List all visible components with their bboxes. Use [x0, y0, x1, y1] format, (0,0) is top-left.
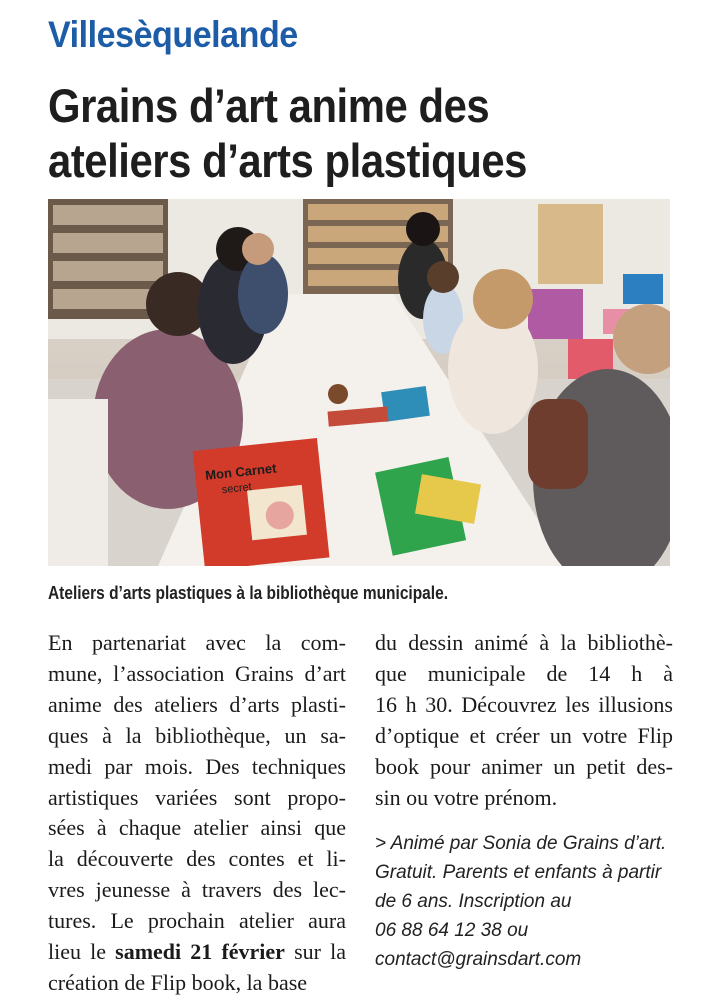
headline-line-1: Grains d’art anime des — [48, 79, 490, 132]
article-headline — [48, 78, 671, 188]
body-line: medi par mois. Des techniques — [48, 753, 346, 779]
body-line: sées à chaque atelier ainsi que — [48, 815, 346, 841]
body-line: du dessin animé à la bibliothè- — [375, 630, 673, 655]
body-line: d’optique et créer un votre Flip — [375, 722, 673, 748]
info-phone: 06 88 64 12 38 ou — [375, 920, 529, 941]
info-email: contact@grainsdart.com — [375, 949, 582, 970]
book-title-line-2: secret — [221, 481, 253, 497]
body-line: book pour animer un petit des- — [375, 753, 673, 779]
photo-caption: Ateliers d’arts plastiques à la bibliothèque municipale. — [48, 583, 449, 603]
info-line: de 6 ans. Inscription au — [375, 891, 572, 912]
article-photo — [48, 199, 670, 566]
headline-line-2: ateliers d’arts plastiques — [48, 134, 527, 187]
section-kicker: Villesèquelande — [48, 14, 298, 55]
body-line: que municipale de 14 h à — [375, 660, 673, 686]
body-line-emphasis — [48, 937, 346, 968]
emphasis-before: lieu le — [48, 939, 116, 965]
body-line: artistiques variées sont propo- — [48, 784, 346, 810]
book-title-line-1: Mon Carnet — [204, 460, 278, 483]
body-line: En partenariat avec la com- — [48, 630, 346, 655]
emphasis-after: sur la — [284, 939, 347, 965]
body-column-left — [48, 628, 346, 999]
event-date: samedi 21 février — [115, 939, 285, 965]
body-line: création de Flip book, la base — [48, 969, 308, 995]
body-line: sin ou votre prénom. — [375, 784, 558, 810]
practical-info — [375, 829, 685, 974]
info-line: > Animé par Sonia de Grains d’art. — [375, 833, 667, 854]
body-column-right — [375, 628, 673, 813]
body-line: ques à la bibliothèque, un sa- — [48, 722, 346, 748]
body-line: la découverte des contes et li- — [48, 846, 346, 872]
workshop-photo-illustration — [48, 199, 670, 566]
body-line: tures. Le prochain atelier aura — [48, 908, 346, 934]
body-line: vres jeunesse à travers des lec- — [48, 877, 346, 903]
body-line: mune, l’association Grains d’art — [48, 660, 346, 686]
body-line: anime des ateliers d’arts plasti- — [48, 691, 346, 717]
body-line: 16 h 30. Découvrez les illusions — [375, 691, 673, 717]
info-line: Gratuit. Parents et enfants à partir — [375, 862, 662, 883]
